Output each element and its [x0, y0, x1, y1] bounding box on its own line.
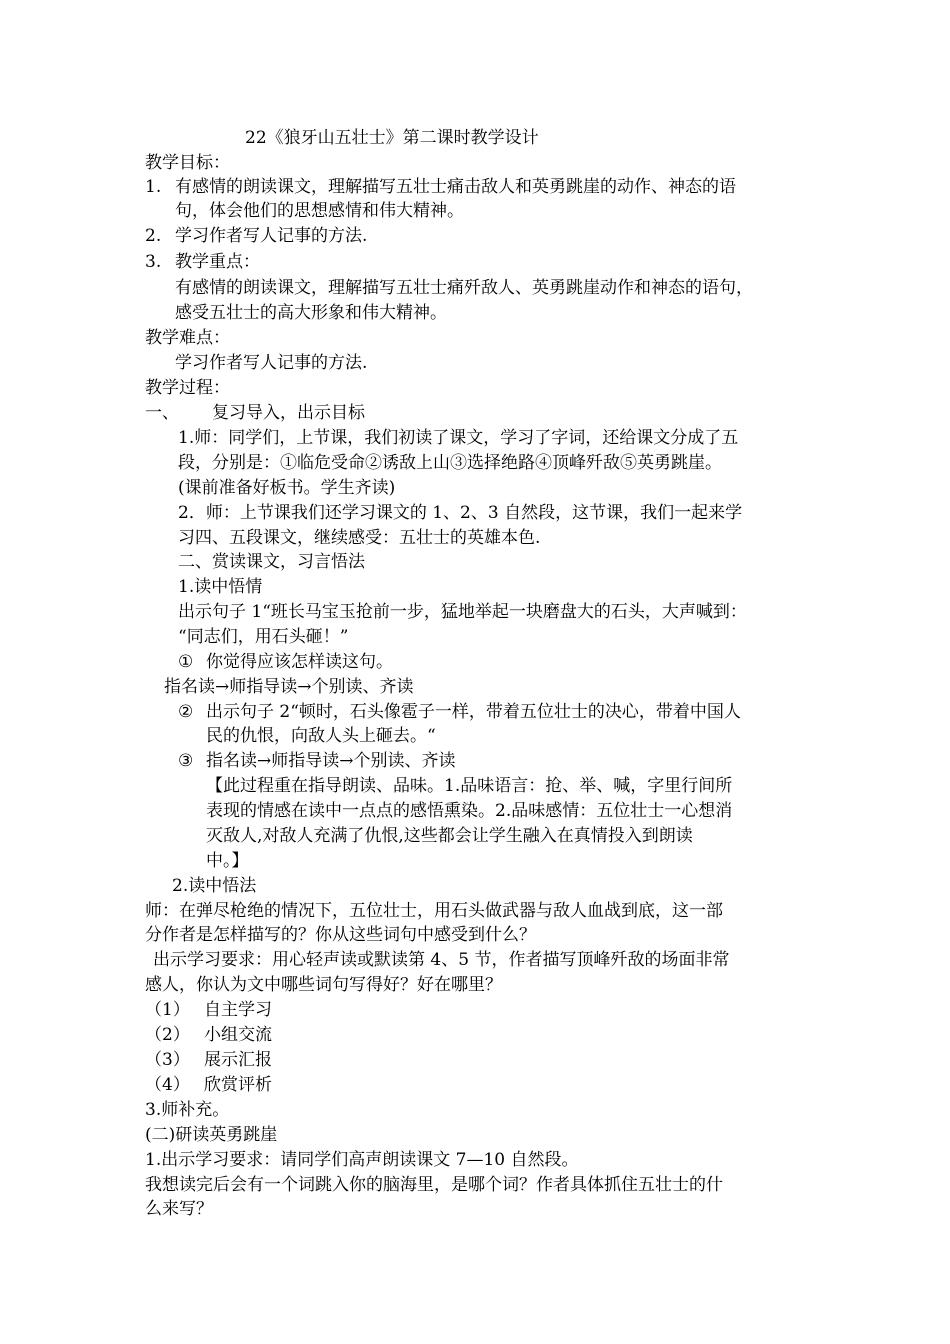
requirement-line-1: 出示学习要求：用心轻声读或默读第 4、5 节，作者描写顶峰歼敌的场面非常: [153, 950, 730, 970]
requirement-line-2: 感人，你认为文中哪些词句写得好？好在哪里？: [145, 975, 502, 995]
objective-2-text: 学习作者写人记事的方法.: [175, 226, 368, 246]
circle-2-line-1: 出示句子 2“顿时，石头像雹子一样，带着五位壮士的决心，带着中国人: [206, 702, 741, 722]
circle-1-text: 你觉得应该怎样读这句。: [206, 652, 393, 672]
circle-2-line-2: 民的仇恨，向敌人头上砸去。“: [206, 726, 436, 746]
objectives-heading: 教学目标：: [145, 153, 230, 173]
objective-1-line-1: 有感情的朗读课文，理解描写五壮士痛击敌人和英勇跳崖的动作、神态的语: [175, 177, 736, 197]
circle-3-number: ③: [178, 751, 194, 771]
step-2-number: （2）: [145, 1025, 190, 1045]
paragraph-2-line-2: 习四、五段课文，继续感受：五壮士的英雄本色.: [178, 528, 541, 548]
key-points-line-2: 感受五壮士的高大形象和伟大精神。: [175, 303, 447, 323]
part-1-title: 复习导入，出示目标: [212, 403, 365, 423]
circle-2-number: ②: [178, 702, 194, 722]
step-4-text: 欣赏评析: [204, 1075, 272, 1095]
circle-3-text: 指名读→师指导读→个别读、齐读: [206, 751, 456, 771]
note-line-3: 灭敌人,对敌人充满了仇恨,这些都会让学生融入在真情投入到朗读: [206, 826, 693, 846]
sentence-1-line-2: “同志们，用石头砸！”: [178, 627, 349, 647]
paragraph-1-line-1: 1.师：同学们，上节课，我们初读了课文，学习了字词，还给课文分成了五: [178, 428, 739, 448]
section-3-title: 3.师补充。: [145, 1100, 230, 1120]
note-line-1: 【此过程重在指导朗读、品味。1.品味语言：抢、举、喊，字里行间所: [206, 776, 733, 796]
question-line-1: 我想读完后会有一个词跳入你的脑海里，是哪个词？作者具体抓住五壮士的什: [145, 1175, 723, 1195]
note-line-2: 表现的情感在读中一点点的感悟熏染。2.品味感情：五位壮士一心想消: [206, 801, 733, 821]
section-1-title: 1.读中悟情: [178, 577, 263, 597]
part-2-title: 二、赏读课文，习言悟法: [178, 552, 365, 572]
part-1-number: 一、: [145, 403, 179, 423]
key-points-heading: 教学重点：: [175, 252, 260, 272]
teacher-line-2: 分作者是怎样描写的？你从这些词句中感受到什么？: [145, 925, 536, 945]
step-4-number: （4）: [145, 1075, 190, 1095]
step-2-text: 小组交流: [204, 1025, 272, 1045]
part-3-title: (二)研读英勇跳崖: [145, 1125, 278, 1145]
note-line-4: 中。】: [206, 851, 249, 871]
objective-1-line-2: 句，体会他们的思想感情和伟大精神。: [175, 201, 464, 221]
study-requirement-line: 1.出示学习要求：请同学们高声朗读课文 7—10 自然段。: [145, 1150, 579, 1170]
step-1-text: 自主学习: [204, 1000, 272, 1020]
teacher-line-1: 师：在弹尽枪绝的情况下，五位壮士，用石头做武器与敌人血战到底，这一部: [145, 901, 723, 921]
paragraph-1-line-3: (课前准备好板书。学生齐读): [178, 478, 396, 498]
section-2-title: 2.读中悟法: [172, 876, 257, 896]
difficulty-heading: 教学难点：: [145, 328, 230, 348]
paragraph-1-line-2: 段，分别是：①临危受命②诱敌上山③选择绝路④顶峰歼敌⑤英勇跳崖。: [178, 453, 722, 473]
question-line-2: 么来写？: [145, 1199, 213, 1219]
step-1-number: （1）: [145, 1000, 190, 1020]
objective-3-number: 3.: [145, 252, 162, 272]
document-title: 22《狼牙山五壮士》第二课时教学设计: [245, 128, 539, 148]
step-3-number: （3）: [145, 1050, 190, 1070]
objective-2-number: 2.: [145, 226, 162, 246]
read-flow-1: 指名读→师指导读→个别读、齐读: [164, 677, 414, 697]
difficulty-text: 学习作者写人记事的方法.: [175, 353, 368, 373]
process-heading: 教学过程：: [145, 378, 230, 398]
step-3-text: 展示汇报: [204, 1050, 272, 1070]
key-points-line-1: 有感情的朗读课文，理解描写五壮士痛歼敌人、英勇跳崖动作和神态的语句，: [175, 278, 753, 298]
circle-1-number: ①: [178, 652, 194, 672]
paragraph-2-line-1: 2．师：上节课我们还学习课文的 1、2、3 自然段，这节课，我们一起来学: [178, 503, 743, 523]
sentence-1-line-1: 出示句子 1“班长马宝玉抢前一步，猛地举起一块磨盘大的石头，大声喊到：: [178, 602, 747, 622]
objective-1-number: 1.: [145, 177, 162, 197]
